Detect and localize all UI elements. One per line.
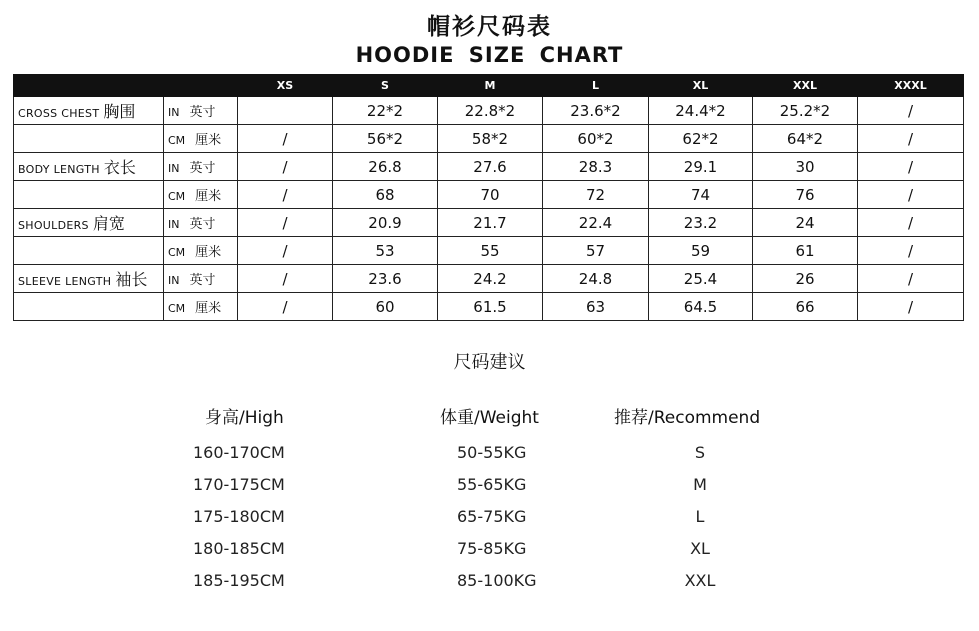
header-size-xxl: XXL (753, 75, 858, 97)
unit-label-english: CM (168, 302, 186, 315)
recommend-title: 尺码建议 (453, 352, 526, 373)
size-value-cell: 23.6*2 (543, 97, 649, 125)
size-value-cell: 22*2 (333, 97, 438, 125)
header-size-xxxl: XXXL (858, 75, 964, 97)
recommend-weight-cell: 75-85KG (457, 539, 527, 558)
size-value-cell: 29.1 (649, 153, 753, 181)
measure-label-chinese: 胸围 (103, 102, 136, 121)
measure-label-chinese: 衣长 (103, 158, 136, 177)
unit-label-chinese: 英寸 (189, 217, 216, 232)
header-size-s: S (333, 75, 438, 97)
measure-label-english: SLEEVE LENGTH (18, 275, 112, 288)
unit-label-chinese: 英寸 (189, 105, 216, 120)
unit-label-cell (164, 153, 238, 181)
unit-label-cell (164, 237, 238, 265)
unit-label-english: IN (168, 106, 180, 119)
recommend-header-weight: 体重/Weight (440, 408, 539, 428)
header-size-xl: XL (649, 75, 753, 97)
measure-label-english: BODY LENGTH (18, 163, 100, 176)
size-value-cell: 20.9 (333, 209, 438, 237)
recommend-size-cell: M (693, 475, 707, 494)
size-value-cell: / (858, 153, 964, 181)
unit-label-chinese: 英寸 (189, 161, 216, 176)
size-value-cell: 25.2*2 (753, 97, 858, 125)
recommend-height-cell: 180-185CM (193, 539, 285, 558)
size-value-cell: 74 (649, 181, 753, 209)
size-value-cell: 57 (543, 237, 649, 265)
unit-label-english: IN (168, 162, 180, 175)
size-value-cell: 24 (753, 209, 858, 237)
size-value-cell: 30 (753, 153, 858, 181)
size-value-cell: / (238, 125, 333, 153)
unit-label-english: IN (168, 218, 180, 231)
recommend-size-cell: XXL (684, 571, 716, 590)
unit-label-chinese: 厘米 (195, 245, 222, 260)
size-value-cell: 76 (753, 181, 858, 209)
header-measure-cell (14, 75, 164, 97)
size-value-cell: 55 (438, 237, 543, 265)
size-row (14, 209, 964, 237)
recommend-weight-cell: 50-55KG (457, 443, 527, 462)
unit-label-english: CM (168, 134, 186, 147)
unit-label-cell (164, 293, 238, 321)
size-value-cell: 26.8 (333, 153, 438, 181)
unit-label-chinese: 厘米 (195, 133, 222, 148)
size-value-cell: / (858, 237, 964, 265)
size-value-cell: 61.5 (438, 293, 543, 321)
chart-title-english: HOODIE SIZE CHART (355, 43, 624, 67)
size-value-cell: 26 (753, 265, 858, 293)
recommend-size-cell: S (694, 443, 706, 462)
size-value-cell: 24.4*2 (649, 97, 753, 125)
recommend-header-height: 身高/High (205, 408, 284, 428)
size-header-row (14, 75, 964, 97)
measure-label-cell (14, 237, 164, 265)
unit-label-cell (164, 125, 238, 153)
size-value-cell: / (858, 265, 964, 293)
measure-label-cell (14, 153, 164, 181)
recommend-size-cell: L (695, 507, 705, 526)
size-value-cell: 64.5 (649, 293, 753, 321)
unit-label-chinese: 厘米 (195, 301, 222, 316)
size-value-cell: 61 (753, 237, 858, 265)
size-value-cell: 28.3 (543, 153, 649, 181)
recommend-height-cell: 170-175CM (193, 475, 285, 494)
chart-title-chinese: 帽衫尺码表 (427, 14, 552, 40)
size-value-cell: 22.4 (543, 209, 649, 237)
size-value-cell: 56*2 (333, 125, 438, 153)
measure-label-cell (14, 97, 164, 125)
size-value-cell: / (238, 237, 333, 265)
size-value-cell: 60 (333, 293, 438, 321)
unit-label-cell (164, 97, 238, 125)
size-value-cell: 64*2 (753, 125, 858, 153)
recommend-height-cell: 160-170CM (193, 443, 285, 462)
size-row (14, 265, 964, 293)
unit-label-english: CM (168, 246, 186, 259)
recommend-weight-cell: 85-100KG (457, 571, 537, 590)
size-value-cell: 27.6 (438, 153, 543, 181)
size-value-cell: / (858, 293, 964, 321)
size-value-cell: 72 (543, 181, 649, 209)
size-value-cell: 68 (333, 181, 438, 209)
header-size-m: M (438, 75, 543, 97)
measure-label-english: SHOULDERS (18, 219, 89, 232)
recommend-height-cell: 185-195CM (193, 571, 285, 590)
size-value-cell: 60*2 (543, 125, 649, 153)
size-value-cell: 25.4 (649, 265, 753, 293)
size-value-cell: 53 (333, 237, 438, 265)
size-value-cell: 24.8 (543, 265, 649, 293)
unit-label-chinese: 英寸 (189, 273, 216, 288)
size-chart-table (13, 74, 964, 321)
size-value-cell: 24.2 (438, 265, 543, 293)
size-value-cell: 63 (543, 293, 649, 321)
size-value-cell: / (238, 153, 333, 181)
size-value-cell: 70 (438, 181, 543, 209)
measure-label-cell (14, 293, 164, 321)
size-row (14, 125, 964, 153)
recommend-size-cell: XL (690, 539, 710, 558)
size-value-cell: / (238, 265, 333, 293)
size-value-cell: / (858, 181, 964, 209)
recommend-header-size: 推荐/Recommend (614, 408, 761, 428)
size-value-cell: 62*2 (649, 125, 753, 153)
measure-label-cell (14, 125, 164, 153)
size-value-cell: 22.8*2 (438, 97, 543, 125)
size-value-cell: 21.7 (438, 209, 543, 237)
size-value-cell: / (858, 125, 964, 153)
recommend-height-cell: 175-180CM (193, 507, 285, 526)
size-value-cell: 58*2 (438, 125, 543, 153)
unit-label-cell (164, 265, 238, 293)
size-value-cell: / (858, 209, 964, 237)
size-row (14, 97, 964, 125)
size-value-cell: / (238, 181, 333, 209)
size-row (14, 181, 964, 209)
size-row (14, 153, 964, 181)
unit-label-cell (164, 181, 238, 209)
size-value-cell: 59 (649, 237, 753, 265)
measure-label-cell (14, 209, 164, 237)
size-chart-body (14, 97, 964, 321)
measure-label-chinese: 肩宽 (92, 214, 125, 233)
unit-label-english: CM (168, 190, 186, 203)
size-value-cell (238, 97, 333, 125)
header-size-l: L (543, 75, 649, 97)
size-value-cell: 66 (753, 293, 858, 321)
size-value-cell: 23.2 (649, 209, 753, 237)
size-value-cell: / (858, 97, 964, 125)
size-row (14, 237, 964, 265)
measure-label-cell (14, 265, 164, 293)
size-value-cell: 23.6 (333, 265, 438, 293)
measure-label-cell (14, 181, 164, 209)
size-row (14, 293, 964, 321)
header-size-xs: XS (238, 75, 333, 97)
measure-label-english: CROSS CHEST (18, 107, 100, 120)
header-unit-cell (164, 75, 238, 97)
recommend-weight-cell: 55-65KG (457, 475, 527, 494)
size-value-cell: / (238, 209, 333, 237)
measure-label-chinese: 袖长 (115, 270, 148, 289)
recommend-weight-cell: 65-75KG (457, 507, 527, 526)
unit-label-english: IN (168, 274, 180, 287)
unit-label-cell (164, 209, 238, 237)
unit-label-chinese: 厘米 (195, 189, 222, 204)
size-value-cell: / (238, 293, 333, 321)
